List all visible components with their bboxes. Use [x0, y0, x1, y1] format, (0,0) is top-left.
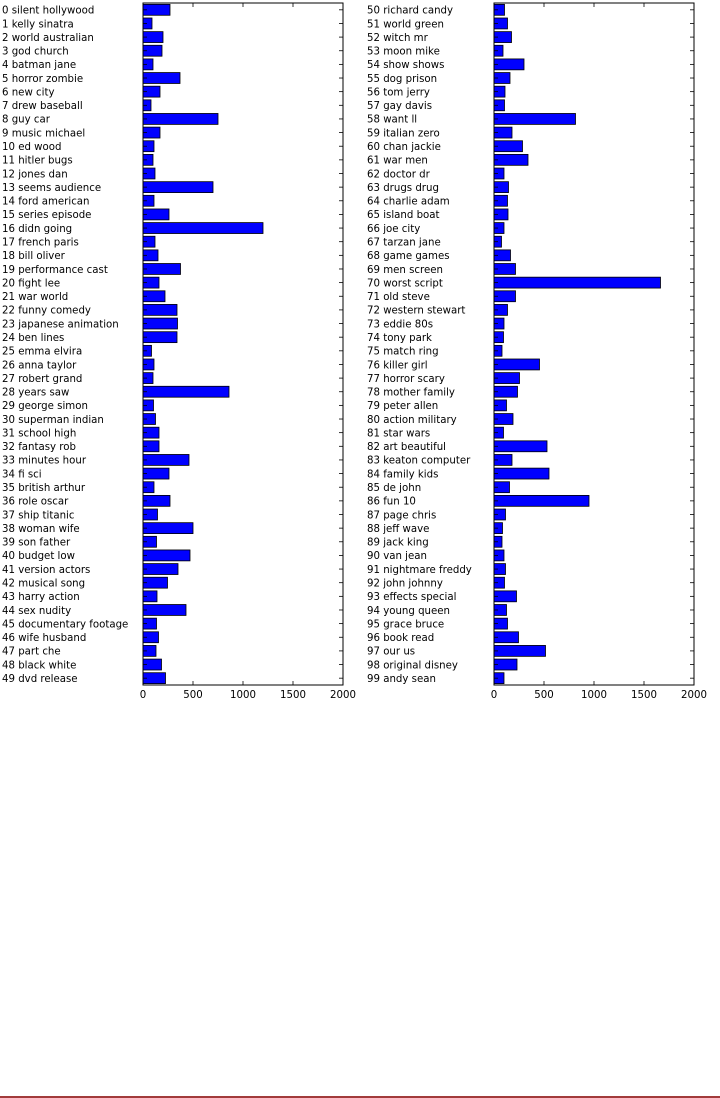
bar: [143, 113, 218, 124]
category-label: 32 fantasy rob: [2, 442, 76, 454]
category-label: 75 match ring: [367, 346, 439, 358]
category-label: 91 nightmare freddy: [367, 564, 472, 576]
category-label: 92 john johnny: [367, 578, 443, 590]
bar: [494, 59, 524, 70]
category-label: 99 andy sean: [367, 673, 436, 685]
category-label: 45 documentary footage: [2, 619, 129, 631]
bar: [143, 550, 190, 561]
category-label: 46 wife husband: [2, 633, 87, 645]
category-label: 25 emma elvira: [2, 346, 83, 358]
category-label: 71 old steve: [367, 292, 430, 304]
bar: [143, 223, 263, 234]
category-label: 96 book read: [367, 633, 435, 645]
bar: [494, 441, 547, 452]
category-label: 42 musical song: [2, 578, 86, 590]
category-label: 53 moon mike: [367, 46, 440, 58]
bar: [143, 318, 178, 329]
category-label: 10 ed wood: [2, 142, 62, 154]
category-label: 43 harry action: [2, 592, 80, 604]
x-tick-label: 500: [183, 690, 203, 701]
category-label: 26 anna taylor: [2, 360, 77, 372]
category-label: 98 original disney: [367, 660, 458, 672]
category-label: 54 show shows: [367, 60, 445, 72]
category-label: 66 joe city: [367, 223, 421, 235]
bar: [494, 359, 540, 370]
category-label: 94 young queen: [367, 605, 450, 617]
category-label: 17 french paris: [2, 237, 79, 249]
category-label: 80 action military: [367, 414, 457, 426]
category-label: 93 effects special: [367, 592, 457, 604]
x-tick-label: 500: [534, 690, 554, 701]
category-label: 56 tom jerry: [367, 87, 430, 99]
bar: [143, 73, 180, 84]
category-label: 0 silent hollywood: [2, 5, 95, 17]
category-label: 6 new city: [2, 87, 55, 99]
category-label: 95 grace bruce: [367, 619, 445, 631]
category-label: 28 years saw: [2, 387, 70, 399]
category-label: 83 keaton computer: [367, 455, 471, 467]
category-label: 77 horror scary: [367, 373, 445, 385]
bar: [143, 332, 177, 343]
category-label: 73 eddie 80s: [367, 319, 434, 331]
category-label: 38 woman wife: [2, 523, 80, 535]
category-label: 4 batman jane: [2, 60, 77, 72]
bar: [143, 304, 177, 315]
category-label: 63 drugs drug: [367, 182, 439, 194]
bar: [143, 605, 186, 616]
category-label: 52 witch mr: [367, 32, 428, 44]
category-label: 81 star wars: [367, 428, 431, 440]
category-label: 27 robert grand: [2, 373, 83, 385]
plot-frame: [494, 3, 694, 685]
bar: [143, 564, 178, 575]
category-label: 49 dvd release: [2, 673, 78, 685]
category-label: 72 western stewart: [367, 305, 466, 317]
bar: [143, 386, 229, 397]
category-label: 15 series episode: [2, 210, 92, 222]
category-label: 69 men screen: [367, 264, 443, 276]
category-label: 34 fi sci: [2, 469, 42, 481]
bar: [143, 4, 170, 15]
x-tick-label: 0: [490, 690, 498, 701]
category-label: 41 version actors: [2, 564, 91, 576]
category-label: 55 dog prison: [367, 73, 438, 85]
category-label: 14 ford american: [2, 196, 90, 208]
category-label: 88 jeff wave: [367, 523, 430, 535]
category-label: 35 british arthur: [2, 483, 86, 495]
category-label: 60 chan jackie: [367, 142, 441, 154]
category-label: 19 performance cast: [2, 264, 108, 276]
bar: [494, 468, 549, 479]
category-label: 16 didn going: [2, 223, 73, 235]
x-tick-label: 2000: [681, 690, 707, 701]
plot-frame: [143, 3, 343, 685]
category-label: 86 fun 10: [367, 496, 416, 508]
category-label: 84 family kids: [367, 469, 439, 481]
x-tick-label: 2000: [330, 690, 356, 701]
category-label: 59 italian zero: [367, 128, 440, 140]
x-tick-label: 1000: [230, 690, 256, 701]
bar: [143, 495, 170, 506]
category-label: 64 charlie adam: [367, 196, 450, 208]
category-label: 50 richard candy: [367, 5, 454, 17]
category-label: 68 game games: [367, 251, 450, 263]
bar: [143, 523, 193, 534]
category-label: 51 world green: [367, 19, 444, 31]
category-label: 57 gay davis: [367, 101, 433, 113]
x-tick-label: 1500: [280, 690, 306, 701]
bar: [143, 264, 181, 275]
category-label: 74 tony park: [367, 332, 432, 344]
category-label: 2 world australian: [2, 32, 94, 44]
x-tick-label: 1000: [581, 690, 607, 701]
category-label: 33 minutes hour: [2, 455, 87, 467]
category-label: 97 our us: [367, 646, 416, 658]
category-label: 21 war world: [2, 292, 69, 304]
category-label: 47 part che: [2, 646, 61, 658]
category-label: 1 kelly sinatra: [2, 19, 74, 31]
category-label: 3 god church: [2, 46, 69, 58]
category-label: 24 ben lines: [2, 332, 65, 344]
category-label: 82 art beautiful: [367, 442, 446, 454]
category-label: 36 role oscar: [2, 496, 69, 508]
category-label: 37 ship titanic: [2, 510, 75, 522]
category-label: 23 japanese animation: [2, 319, 119, 331]
bar: [494, 154, 528, 165]
bar: [143, 454, 189, 465]
category-label: 8 guy car: [2, 114, 50, 126]
category-label: 62 doctor dr: [367, 169, 430, 181]
category-label: 87 page chris: [367, 510, 437, 522]
category-label: 29 george simon: [2, 401, 88, 413]
category-label: 30 superman indian: [2, 414, 104, 426]
category-label: 5 horror zombie: [2, 73, 84, 85]
category-label: 90 van jean: [367, 551, 427, 563]
category-label: 78 mother family: [367, 387, 455, 399]
category-label: 67 tarzan jane: [367, 237, 441, 249]
category-label: 22 funny comedy: [2, 305, 91, 317]
category-label: 20 fight lee: [2, 278, 61, 290]
category-label: 40 budget low: [2, 551, 75, 563]
category-label: 61 war men: [367, 155, 428, 167]
bar: [494, 141, 523, 152]
category-label: 13 seems audience: [2, 182, 102, 194]
category-label: 76 killer girl: [367, 360, 428, 372]
bar: [494, 495, 589, 506]
bar: [494, 113, 576, 124]
category-label: 58 want ll: [367, 114, 418, 126]
x-tick-label: 1500: [631, 690, 657, 701]
category-label: 12 jones dan: [2, 169, 68, 181]
category-label: 48 black white: [2, 660, 77, 672]
category-label: 39 son father: [2, 537, 71, 549]
category-label: 11 hitler bugs: [2, 155, 73, 167]
category-label: 9 music michael: [2, 128, 86, 140]
category-label: 65 island boat: [367, 210, 440, 222]
category-label: 31 school high: [2, 428, 77, 440]
bar: [494, 277, 661, 288]
category-label: 44 sex nudity: [2, 605, 72, 617]
category-label: 18 bill oliver: [2, 251, 65, 263]
category-label: 79 peter allen: [367, 401, 439, 413]
bar: [494, 645, 546, 656]
x-tick-label: 0: [139, 690, 147, 701]
bar: [143, 182, 213, 193]
category-label: 85 de john: [367, 483, 422, 495]
category-label: 7 drew baseball: [2, 101, 83, 113]
category-label: 89 jack king: [367, 537, 429, 549]
category-label: 70 worst script: [367, 278, 443, 290]
